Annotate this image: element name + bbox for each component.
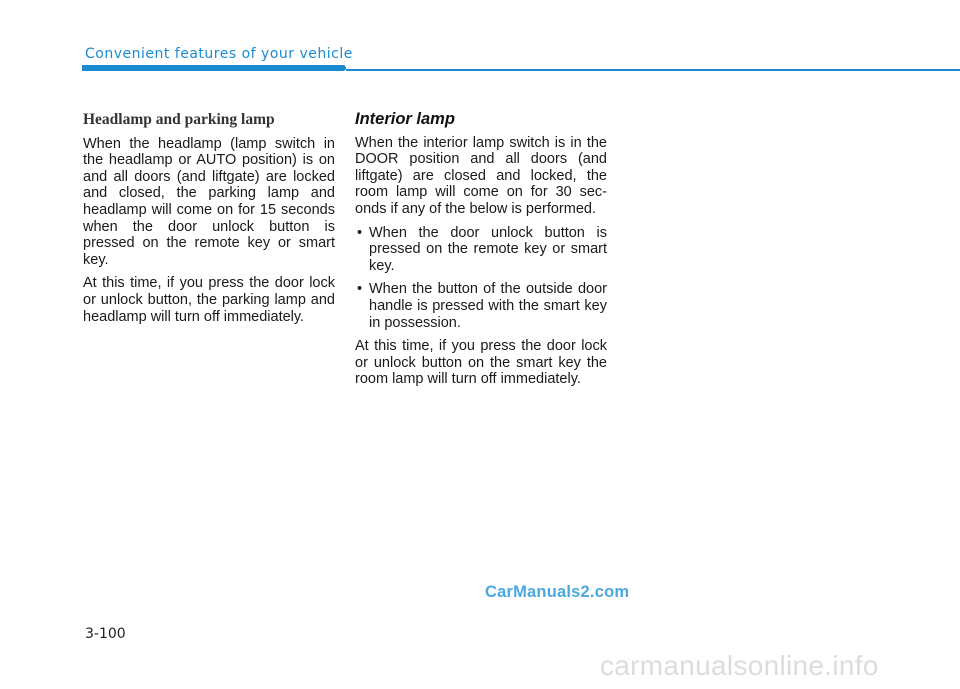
right-column bbox=[355, 111, 607, 395]
headlamp-paragraph-1: When the headlamp (lamp switch in the headlamp or AUTO position) is on and all doors (and liftgate) are locked and closed, the parking lamp and headlamp will come on for 15 seconds when the door unlock button is pressed on the remote key or smart key. bbox=[83, 135, 335, 268]
bullet-icon: • bbox=[357, 281, 363, 298]
interior-lamp-closing: At this time, if you press the door lock or unlock button on the smart key the room lamp will turn off immediately. bbox=[355, 338, 607, 388]
watermark-carmanuals2: CarManuals2.com bbox=[485, 583, 630, 601]
interior-lamp-intro: When the interior lamp switch is in the DOOR position and all doors (and liftgate) are closed and locked, the room lamp will come on for 30 sec-onds if any of the below is performed. bbox=[355, 134, 607, 217]
interior-lamp-bullet-list bbox=[355, 225, 607, 332]
page-number: 3-100 bbox=[85, 626, 126, 642]
bullet-icon: • bbox=[357, 224, 363, 241]
list-item bbox=[355, 225, 607, 275]
headlamp-heading: Headlamp and parking lamp bbox=[83, 111, 275, 128]
list-item bbox=[355, 281, 607, 331]
bullet-text: When the button of the outside door handle is pressed with the smart key in possession. bbox=[369, 281, 607, 331]
header-rule-thick bbox=[82, 65, 346, 71]
interior-lamp-heading: Interior lamp bbox=[355, 110, 455, 128]
section-header-title: Convenient features of your vehicle bbox=[85, 46, 353, 62]
bullet-text: When the door unlock button is pressed on the remote key or smart key. bbox=[369, 224, 607, 274]
watermark-carmanualsonline: carmanualsonline.info bbox=[600, 650, 879, 681]
left-column bbox=[83, 112, 335, 332]
headlamp-paragraph-2: At this time, if you press the door lock or unlock button, the parking lamp and headlamp will turn off immediately. bbox=[83, 275, 335, 325]
header-rule-thin bbox=[346, 69, 960, 71]
